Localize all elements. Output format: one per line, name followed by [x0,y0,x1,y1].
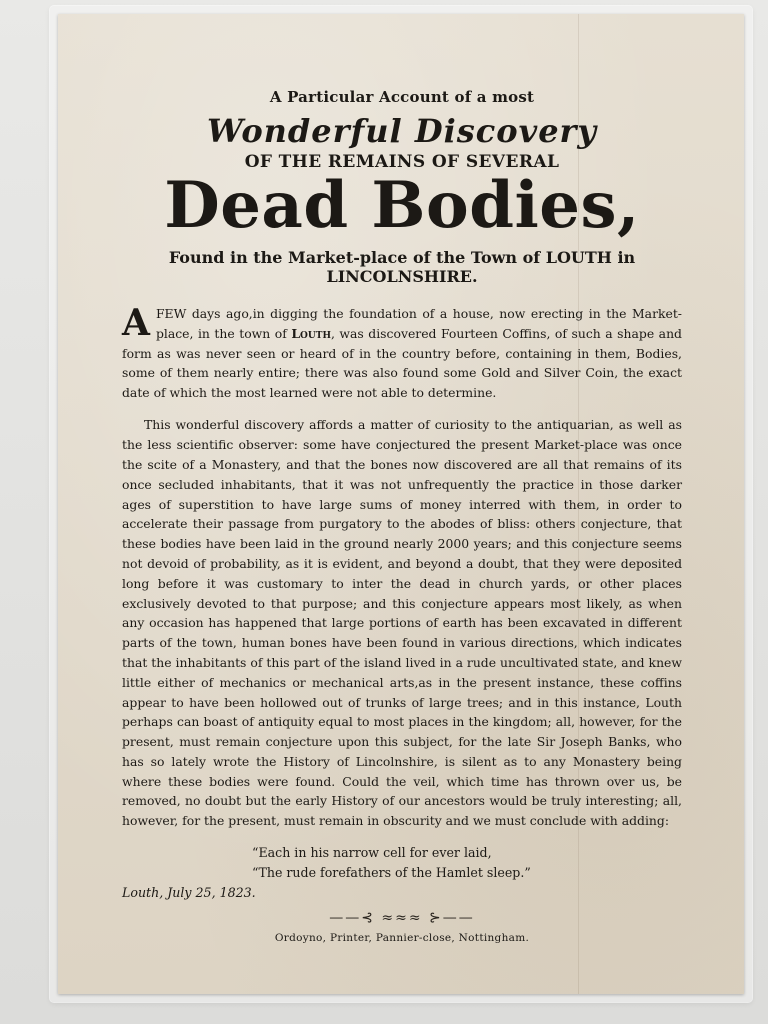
heading-line-1: A Particular Account of a most [269,88,535,106]
heading-line-2: Wonderful Discovery [206,112,597,150]
broadside-content [122,74,682,944]
paragraph-1-text-end: , was discovered Fourteen Coffins, of such a shape and form as was never seen or heard of in the country before, containing in them, Bodies, some of them nearly entire; there was also found some Gold and Silver Coin, the exact date of which the most learned were not able to determine. [122,325,682,401]
dropcap-letter: A [122,301,150,344]
printer-imprint: Ordoyno, Printer, Pannier-close, Nottingham. [274,932,530,945]
paragraph-2: This wonderful discovery affords a matter of curiosity to the antiquarian, as well as the less scientific observer: some have conjectured the present Market-place was once the scite of a Monastery, and that the bones now discovered are all that remains of its once secluded inhabitants, that it was not unfrequently the practice in those darker ages of superstition to have large sums of money interred with them, in order to accelerate their passage from purgatory to the abodes of bliss: others conjecture, that these bodies have been laid in the ground nearly 2000 years; and this conjecture seems not devoid of probability, as it is evident, and beyond a doubt, that they were deposited long before it was customary to inter the dead in church yards, or other places exclusively devoted to that purpose; and this conjecture appears most likely, as when any occasion has happened that large portions of earth has been excavated in different parts of the town, human bones have been found in various directions, which indicates that the inhabitants of this part of the island lived in a rude uncultivated state, and knew little either of mechanics or mechanical arts,as in the present instance, these coffins appear to have been hollowed out of trunks of large trees; and in this instance, Louth perhaps can boast of antiquity equal to most places in the kingdom; all, however, for the present, must remain conjecture upon this subject, for the late Sir Joseph Banks, who has so lately wrote the History of Lincolnshire, is silent as to any Monastery being where these bodies were found. Could the veil, which time has thrown over us, be removed, no doubt but the early History of our ancestors would be truly interesting; all, however, for the present, must remain in obscurity and we must conclude with adding: [122,417,682,829]
verse-couplet [122,843,682,883]
heading-line-3: OF THE REMAINS OF SEVERAL [244,152,560,172]
paragraph-1 [122,301,682,403]
verse-line-2: “The rude forefathers of the Hamlet sleep.” [252,865,531,881]
paragraph-1-text-start: FEW days ago,in digging the foundation of a house, now erecting in the Market-place, in the town of [155,305,682,341]
heading-main-title: Dead Bodies, [164,168,640,243]
paragraph-1-town: Louth [291,325,331,341]
broadside-sheet [58,14,744,994]
heading-subtitle: Found in the Market-place of the Town of LOUTH in LINCOLNSHIRE. [168,248,636,286]
verse-line-1: “Each in his narrow cell for ever laid, [252,845,492,861]
dateline: Louth, July 25, 1823. [122,885,256,901]
ornament-divider: ——⊰ ≈≈≈ ⊱—— [329,910,475,927]
